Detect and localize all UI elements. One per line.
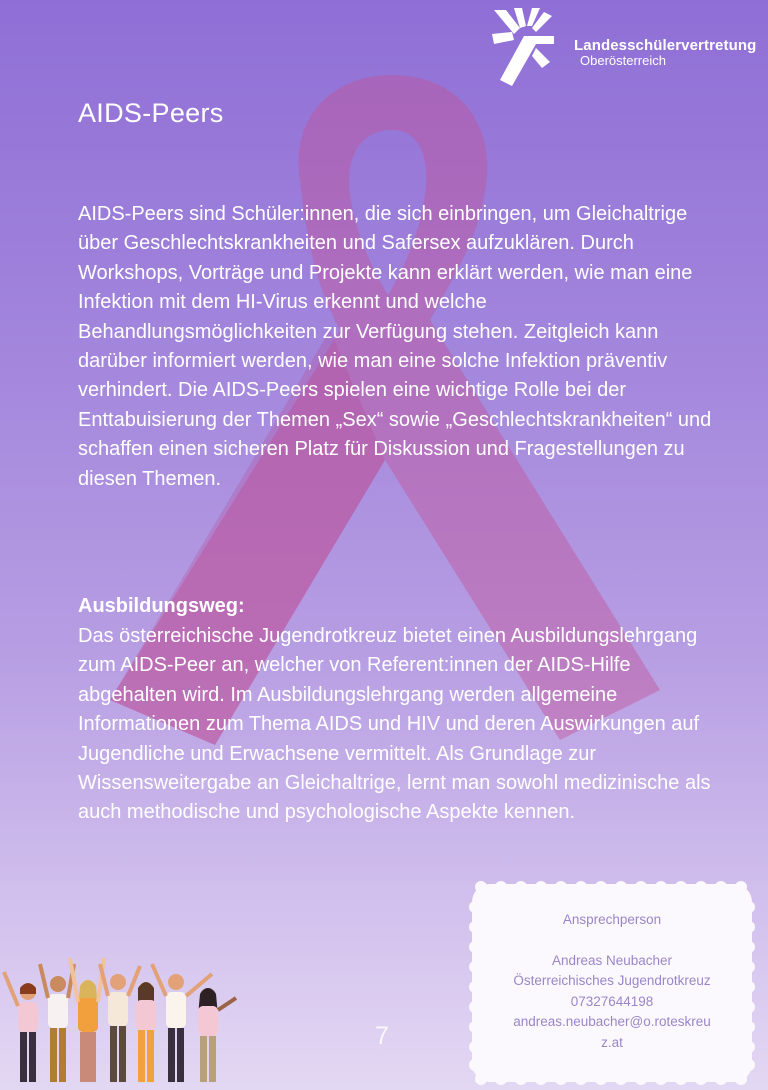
contact-email-line2: z.at (601, 1034, 623, 1050)
contact-phone: 07327644198 (570, 993, 654, 1009)
training-heading: Ausbildungsweg: (78, 595, 245, 617)
contact-name: Andreas Neubacher (551, 952, 673, 968)
contact-email-line1: andreas.neubacher@o.roteskreu (513, 1014, 711, 1029)
lsv-logo-icon (492, 8, 558, 88)
page-title: AIDS-Peers (78, 98, 224, 128)
intro-paragraph: AIDS-Peers sind Schüler:innen, die sich einbringen, um Gleichaltrige über Geschlechtskrankheiten und Safersex aufzuklären. Durch Workshops, Vorträge und Projekte kann erklärt werden, wie man eine Infektion mit dem HI-Virus erkennt und welche Behandlungsmöglichkeiten zur Verfügung stehen. Zeitgleich kann darüber informiert werden, wie man eine solche Infektion präventiv verhindert. Die AIDS-Peers spielen eine wichtige Rolle bei der Enttabuisierung der Themen „Sex“ sowie „Geschlechtskrankheiten“ und schaffen einen sicheren Platz für Diskussion und Fragestellungen zu diesen Themen. (78, 203, 712, 490)
training-paragraph: Das österreichische Jugendrotkreuz bietet einen Ausbildungslehrgang zum AIDS-Peer an, welcher von Referent:innen der AIDS-Hilfe abgehalten wird. Im Ausbildungslehrgang werden allgemeine Informationen zum Thema AIDS und HIV und deren Auswirkungen auf Jugendliche und Erwachsene vermittelt. Als Grundlage zur Wissensweitergabe an Gleichaltrige, lernt man sowohl medizinische als auch methodische und psychologische Aspekte kennen. (78, 625, 711, 824)
contact-card (476, 888, 748, 1078)
logo-region-name: Oberösterreich (580, 53, 666, 68)
people-group-illustration (0, 950, 250, 1090)
logo-organization-name: Landesschülervertretung (574, 37, 757, 54)
contact-organization: Österreichisches Jugendrotkreuz (513, 973, 711, 988)
organization-logo (492, 8, 762, 88)
contact-heading: Ansprechperson (562, 912, 662, 927)
page-number: 7 (375, 1022, 389, 1050)
